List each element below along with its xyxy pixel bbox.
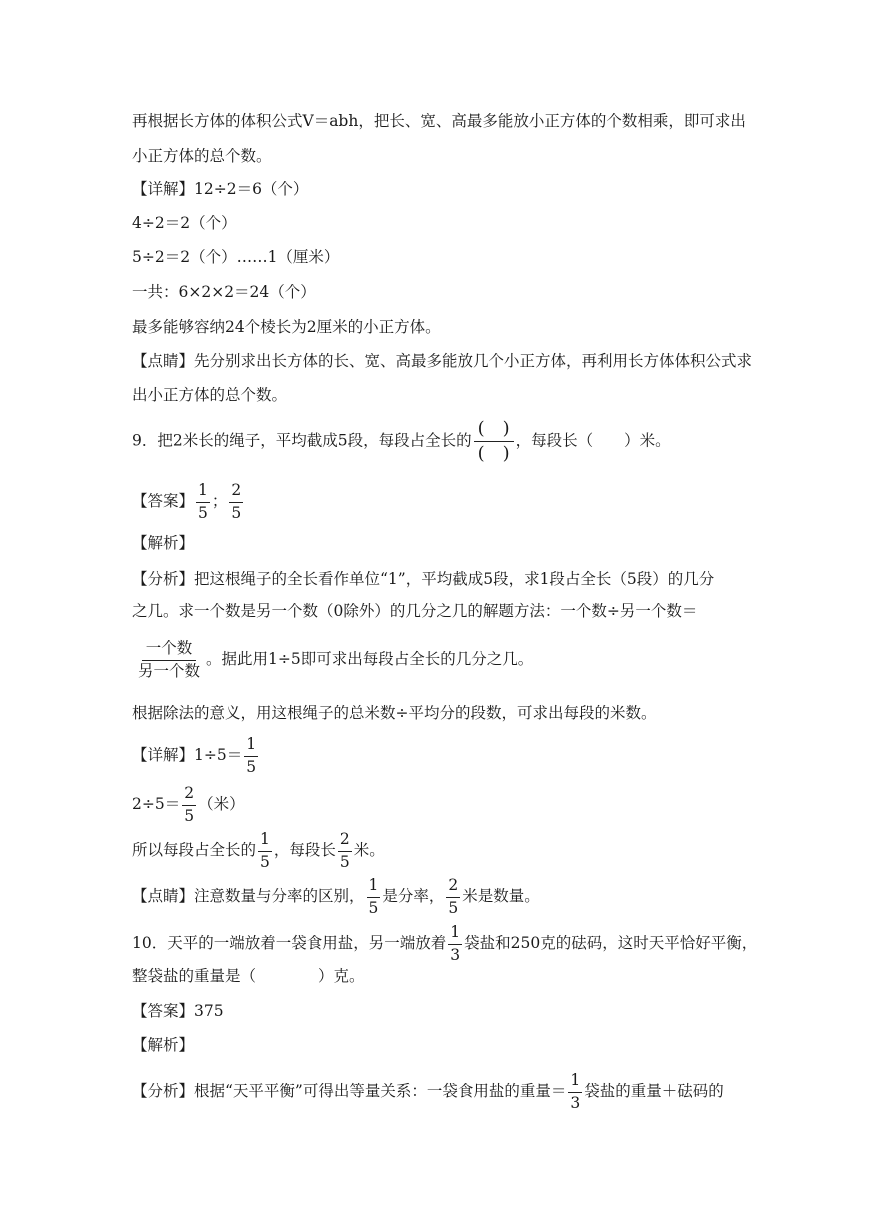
fraction: $\frac{2}{5}$ — [231, 481, 242, 522]
text-line: 整袋盐的重量是（ ）克。 — [132, 967, 365, 985]
question-10: 10．天平的一端放着一袋食用盐，另一端放着 $\frac{1}{3}$ 袋盐和250克的砝码，这时天平恰好平衡， — [132, 923, 758, 964]
word-fraction: $\frac{\text{一个数}}{\text{另一个数}}$ — [138, 639, 201, 680]
fraction: $\frac{2}{5}$ — [184, 784, 195, 825]
text-line: 【分析】把这根绳子的全长看作单位“1”，平均截成5段，求1段占全长（5段）的几分 — [132, 570, 715, 588]
analysis-line: 【分析】根据“天平平衡”可得出等量关系：一袋食用盐的重量＝ $\frac{1}{3}$ 袋盐的重量＋砝码的 — [132, 1071, 724, 1112]
text-line: 根据除法的意义，用这根绳子的总米数÷平均分的段数，可求出每段的米数。 — [132, 704, 657, 722]
text-line: 【解析】 — [132, 1036, 195, 1054]
tip-line: 【点睛】注意数量与分率的区别， $\frac{1}{5}$ 是分率， $\frac{2}{5}$ 米是数量。 — [132, 876, 540, 917]
text-line: 5÷2＝2（个）……1（厘米） — [132, 248, 340, 266]
fraction: $\frac{2}{5}$ — [339, 830, 350, 871]
fraction: $\frac{1}{5}$ — [246, 735, 257, 776]
blank-fraction: $\frac{( )}{( )}$ — [474, 420, 514, 463]
text-line: 一共：6×2×2＝24（个） — [132, 283, 316, 301]
text-line: 【点睛】先分别求出长方体的长、宽、高最多能放几个小正方体，再利用长方体体积公式求 — [132, 352, 753, 370]
fraction: $\frac{2}{5}$ — [448, 876, 459, 917]
text-line: 【解析】 — [132, 534, 195, 552]
answer-9: 【答案】 $\frac{1}{5}$ ； $\frac{2}{5}$ — [132, 481, 242, 522]
fraction: $\frac{1}{3}$ — [570, 1071, 581, 1112]
text-line: 最多能够容纳24个棱长为2厘米的小正方体。 — [132, 318, 441, 336]
fraction: $\frac{1}{5}$ — [260, 830, 270, 871]
text-line: 【答案】375 — [132, 1002, 224, 1020]
fraction: $\frac{1}{5}$ — [368, 876, 379, 917]
text-line: 4÷2＝2（个） — [132, 214, 237, 232]
fraction: $\frac{1}{3}$ — [450, 923, 461, 964]
detail-line: 所以每段占全长的 $\frac{1}{5}$ ，每段长 $\frac{2}{5}$ 米。 — [132, 830, 385, 871]
text-line: 出小正方体的总个数。 — [132, 386, 288, 404]
text-line: 之几。求一个数是另一个数（0除外）的几分之几的解题方法：一个数÷另一个数＝ — [132, 602, 698, 620]
text-line: 再根据长方体的体积公式V＝abh，把长、宽、高最多能放小正方体的个数相乘，即可求出 — [132, 112, 746, 130]
question-9: 9．把2米长的绳子，平均截成5段，每段占全长的 $\frac{( )}{( )}$ ，每段长（ ）米。 — [132, 418, 671, 464]
text-line: 小正方体的总个数。 — [132, 147, 272, 165]
detail-line: 2÷5＝ $\frac{2}{5}$ （米） — [132, 784, 245, 825]
detail-line: 【详解】1÷5＝ $\frac{1}{5}$ — [132, 735, 257, 776]
text-line: 【详解】12÷2＝6（个） — [132, 180, 309, 198]
fraction: $\frac{1}{5}$ — [198, 481, 208, 522]
analysis-formula-line: $\frac{\text{一个数}}{\text{另一个数}}$ 。据此用1÷5即可求出每段占全长的几分之几。 — [132, 641, 533, 679]
